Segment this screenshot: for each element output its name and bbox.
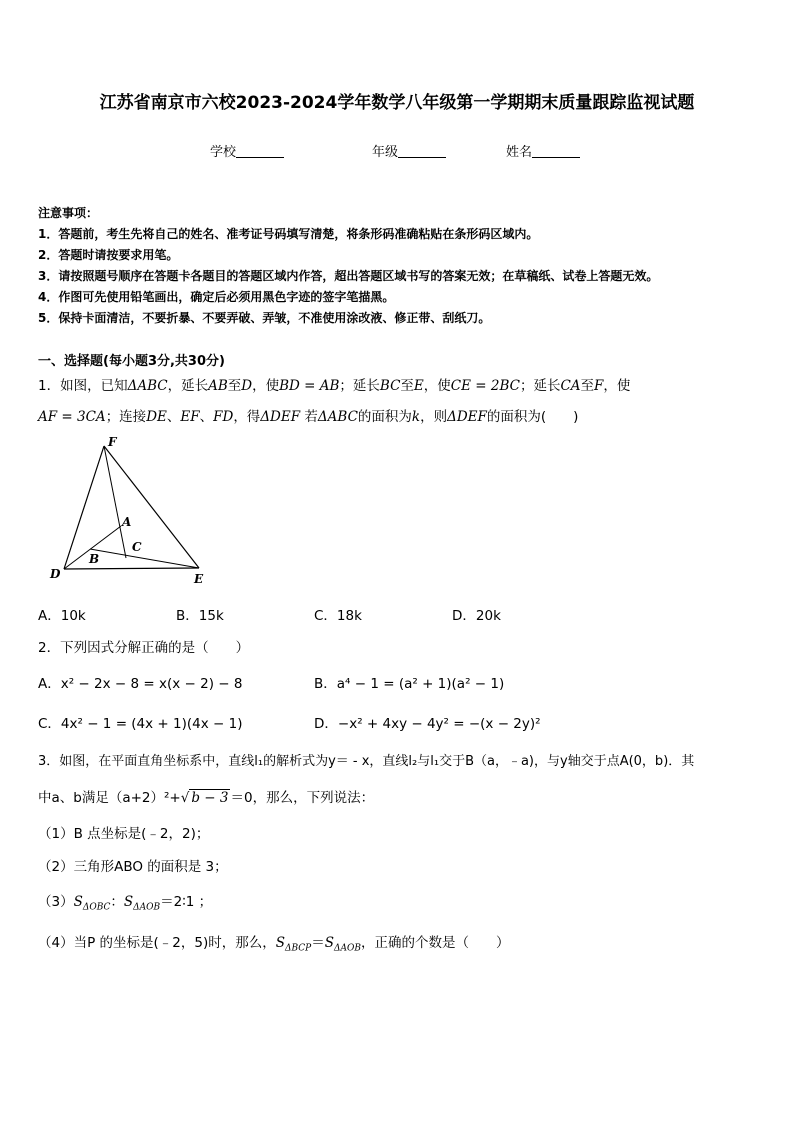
q2-option-c: C．4x² − 1 = (4x + 1)(4x − 1) [38, 716, 243, 732]
q1-option-d: D．20k [452, 608, 501, 624]
q2-option-a: A．x² − 2x − 8 = x(x − 2) − 8 [38, 676, 243, 692]
segment-be [90, 549, 199, 568]
segment-fe [104, 446, 199, 568]
q3-stem-line2: 中a、b满足（a+2）²+√ b − 3 ＝0，那么，下列说法： [38, 790, 375, 806]
name-blank [532, 145, 580, 158]
note-item: 4．作图可先使用铅笔画出，确定后必须用黑色字迹的签字笔描黑。 [38, 290, 395, 304]
school-field [210, 141, 284, 160]
grade-label: 年级 [372, 145, 399, 160]
name-label: 姓名 [506, 145, 533, 160]
section-heading: 一、选择题(每小题3分,共30分) [38, 354, 225, 369]
label-f: F [108, 435, 117, 449]
label-a: A [122, 515, 132, 529]
q1-stem-line1: 1．如图，已知ΔABC，延长AB至D，使BD = AB；延长BC至E，使CE = 2BC；延长CA至F，使 [38, 378, 631, 394]
notes-heading: 注意事项： [38, 206, 99, 220]
q3-stem-line1: 3．如图，在平面直角坐标系中，直线l₁的解析式为y＝ - x，直线l₂与l₁交于B（a，﹣a)，与y轴交于点A(0，b)．其 [38, 754, 695, 769]
note-item: 3．请按照题号顺序在答题卡各题目的答题区域内作答，超出答题区域书写的答案无效；在草稿纸、试卷上答题无效。 [38, 269, 659, 283]
note-item: 2．答题时请按要求用笔。 [38, 248, 179, 262]
grade-blank [398, 145, 446, 158]
segment-fc [104, 446, 126, 558]
school-label: 学校 [210, 145, 237, 160]
label-b: B [89, 552, 100, 566]
grade-field [372, 141, 446, 160]
q3-statement-1: （1）B 点坐标是(﹣2，2)； [38, 826, 210, 842]
q2-option-d: D．−x² + 4xy − 4y² = −(x − 2y)² [314, 716, 541, 732]
q1-option-b: B．15k [176, 608, 224, 624]
label-c: C [132, 540, 142, 554]
q1-option-c: C．18k [314, 608, 362, 624]
page-title: 江苏省南京市六校2023-2024学年数学八年级第一学期期末质量跟踪监视试题 [99, 93, 695, 113]
q3-statement-3: $(3)S_{\Delta OBC}$：$S_{\Delta AOB}=2∶1$ ； [38, 894, 213, 913]
note-item: 1．答题前，考生先将自己的姓名、准考证号码填写清楚，将条形码准确粘贴在条形码区域内。 [38, 227, 539, 241]
school-blank [236, 145, 284, 158]
q2-option-b: B．a⁴ − 1 = (a² + 1)(a² − 1) [314, 676, 505, 692]
segment-de [64, 568, 199, 569]
q1-stem-line2: AF = 3CA；连接DE、EF、FD，得ΔDEF 若ΔABC的面积为k，则ΔDEF的面积为( ) [38, 409, 579, 425]
q3-statement-2: （2）三角形ABO 的面积是 3； [38, 859, 228, 875]
q1-option-a: A．10k [38, 608, 86, 624]
q2-stem: 2．下列因式分解正确的是（ ） [38, 640, 250, 656]
q3-statement-4: （4）当P 的坐标是(﹣2，5)时，那么，$S_{\Delta BCP}=S_{\Delta AOB}$，正确的个数是（ ） [38, 935, 510, 954]
q1-triangle-figure [44, 434, 219, 589]
name-field [506, 141, 580, 160]
note-item: 5．保持卡面清洁，不要折暴、不要弄破、弄皱，不准使用涂改液、修正带、刮纸刀。 [38, 311, 491, 325]
label-e: E [194, 572, 204, 586]
label-d: D [50, 567, 61, 581]
